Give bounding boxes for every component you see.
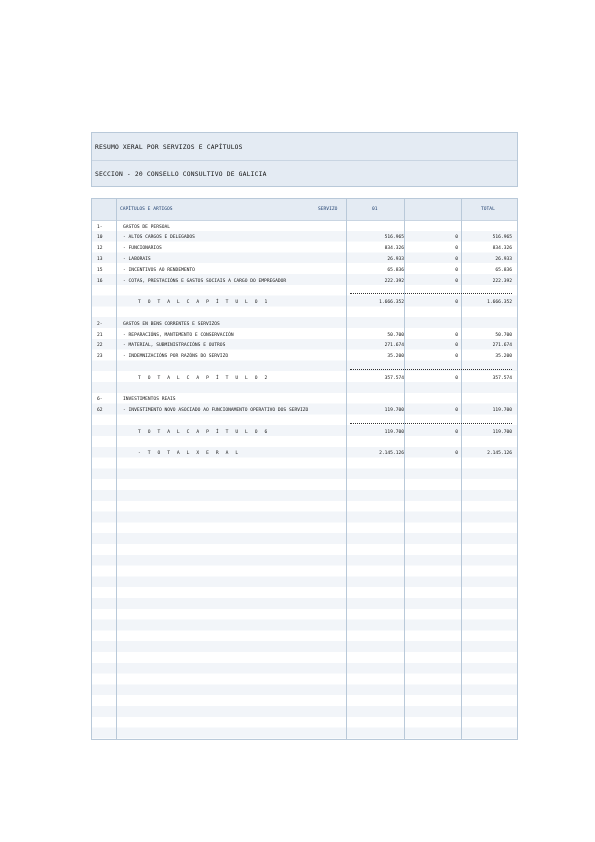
row-code: 15 xyxy=(97,267,103,273)
row-description: - MATERIAL, SUBMINISTRACIÓNS E OUTROS xyxy=(123,343,226,349)
table-row xyxy=(92,254,517,265)
value-service-01: 271.674 xyxy=(384,343,404,349)
row-description: - REPARACIÓNS, MANTEMENTO E CONSERVACIÓN xyxy=(123,332,234,338)
total-row xyxy=(92,297,517,308)
row-code: 21 xyxy=(97,332,103,338)
total-row xyxy=(92,373,517,384)
report-header xyxy=(91,132,518,187)
value-total: 50.700 xyxy=(495,332,512,338)
row-description: - INDEMNIZACIÓNS POR RAZÓNS DO SERVIZO xyxy=(123,354,229,360)
value-total: 1.666.352 xyxy=(487,300,512,306)
row-code: 13 xyxy=(97,256,103,262)
value-service-01: 50.700 xyxy=(387,332,404,338)
row-code: 12 xyxy=(97,246,103,252)
table-row xyxy=(92,416,517,427)
row-description: - LABORAIS xyxy=(123,256,151,262)
row-description: - INVESTIMENTO NOVO ASOCIADO AO FUNCIONAMENTO OPERATIVO DOS SERVIZO xyxy=(123,408,309,414)
row-code: 1- xyxy=(97,224,103,230)
value-other: 0 xyxy=(455,408,458,414)
value-service-01: 516.965 xyxy=(384,235,404,241)
row-code: 23 xyxy=(97,354,103,360)
section-title: SECCION - 20 CONSELLO CONSULTIVO DE GALICIA xyxy=(95,171,267,178)
row-description: GASTOS DE PERSOAL xyxy=(123,224,171,230)
row-code: 62 xyxy=(97,408,103,414)
value-service-01: 357.574 xyxy=(384,375,404,381)
row-description: INVESTIMENTOS REAIS xyxy=(123,397,176,403)
table-row xyxy=(92,394,517,405)
value-other: 0 xyxy=(455,235,458,241)
value-total: 35.200 xyxy=(495,354,512,360)
value-other: 0 xyxy=(455,451,458,457)
value-other: 0 xyxy=(455,246,458,252)
table-row xyxy=(92,384,517,395)
value-service-01: 119.700 xyxy=(384,429,404,435)
value-total: 119.700 xyxy=(492,429,512,435)
table-row xyxy=(92,405,517,416)
row-code: 16 xyxy=(97,278,103,284)
total-row xyxy=(92,427,517,438)
row-description: - FUNCIONARIOS xyxy=(123,246,162,252)
table-row xyxy=(92,319,517,330)
table-row xyxy=(92,362,517,373)
value-other: 0 xyxy=(455,278,458,284)
value-total: 2.145.126 xyxy=(487,451,512,457)
value-total: 834.326 xyxy=(492,246,512,252)
report-title: RESUMO XERAL POR SERVIZOS E CAPÍTULOS xyxy=(95,144,243,151)
row-code: 6- xyxy=(97,397,103,403)
value-other: 0 xyxy=(455,332,458,338)
value-service-01: 2.145.126 xyxy=(379,451,404,457)
subtotal-separator xyxy=(350,369,512,370)
value-service-01: 119.700 xyxy=(384,408,404,414)
table-row xyxy=(92,308,517,319)
column-header-total: TOTAL xyxy=(481,207,495,212)
value-other: 0 xyxy=(455,267,458,273)
value-other: 0 xyxy=(455,343,458,349)
subtotal-separator xyxy=(350,423,512,424)
value-service-01: 26.933 xyxy=(387,256,404,262)
value-other: 0 xyxy=(455,354,458,360)
total-row xyxy=(92,448,517,459)
table-row xyxy=(92,438,517,449)
value-total: 271.674 xyxy=(492,343,512,349)
value-service-01: 1.666.352 xyxy=(379,300,404,306)
table-row xyxy=(92,232,517,243)
row-description: GASTOS EN BENS CORRENTES E SERVIZOS xyxy=(123,321,220,327)
value-total: 26.933 xyxy=(495,256,512,262)
value-other: 0 xyxy=(455,256,458,262)
table-row xyxy=(92,351,517,362)
value-other: 0 xyxy=(455,429,458,435)
total-label: T O T A L C A P Í T U L O 2 xyxy=(138,375,270,381)
table-row xyxy=(92,276,517,287)
value-service-01: 222.392 xyxy=(384,278,404,284)
column-header-01: 01 xyxy=(372,207,378,212)
row-code: 2- xyxy=(97,321,103,327)
row-code: 10 xyxy=(97,235,103,241)
value-total: 119.700 xyxy=(492,408,512,414)
value-service-01: 65.836 xyxy=(387,267,404,273)
row-description: - INCENTIVOS AO RENDEMENTO xyxy=(123,267,195,273)
value-total: 65.836 xyxy=(495,267,512,273)
value-other: 0 xyxy=(455,300,458,306)
table-header xyxy=(92,199,517,221)
table-row xyxy=(92,265,517,276)
table-row xyxy=(92,286,517,297)
value-service-01: 35.200 xyxy=(387,354,404,360)
column-header-chapters: CAPÍTULOS E ARTIGOS xyxy=(120,207,173,212)
value-total: 222.392 xyxy=(492,278,512,284)
value-other: 0 xyxy=(455,375,458,381)
total-label: T O T A L C A P Í T U L O 6 xyxy=(138,429,270,435)
value-total: 516.965 xyxy=(492,235,512,241)
total-label: - T O T A L X E R A L xyxy=(138,451,241,457)
row-code: 22 xyxy=(97,343,103,349)
table-row xyxy=(92,340,517,351)
table-row xyxy=(92,222,517,233)
row-description: - ALTOS CARGOS E DELEGADOS xyxy=(123,235,195,241)
header-divider xyxy=(92,160,517,161)
table-row xyxy=(92,243,517,254)
summary-table xyxy=(91,198,518,740)
column-header-service: SERVIZO xyxy=(318,207,338,212)
table-row xyxy=(92,330,517,341)
value-total: 357.574 xyxy=(492,375,512,381)
total-label: T O T A L C A P Í T U L O 1 xyxy=(138,300,270,306)
subtotal-separator xyxy=(350,293,512,294)
row-description: - COTAS, PRESTACIÓNS E GASTOS SOCIAIS A CARGO DO EMPREGADOR xyxy=(123,278,287,284)
value-service-01: 834.326 xyxy=(384,246,404,252)
